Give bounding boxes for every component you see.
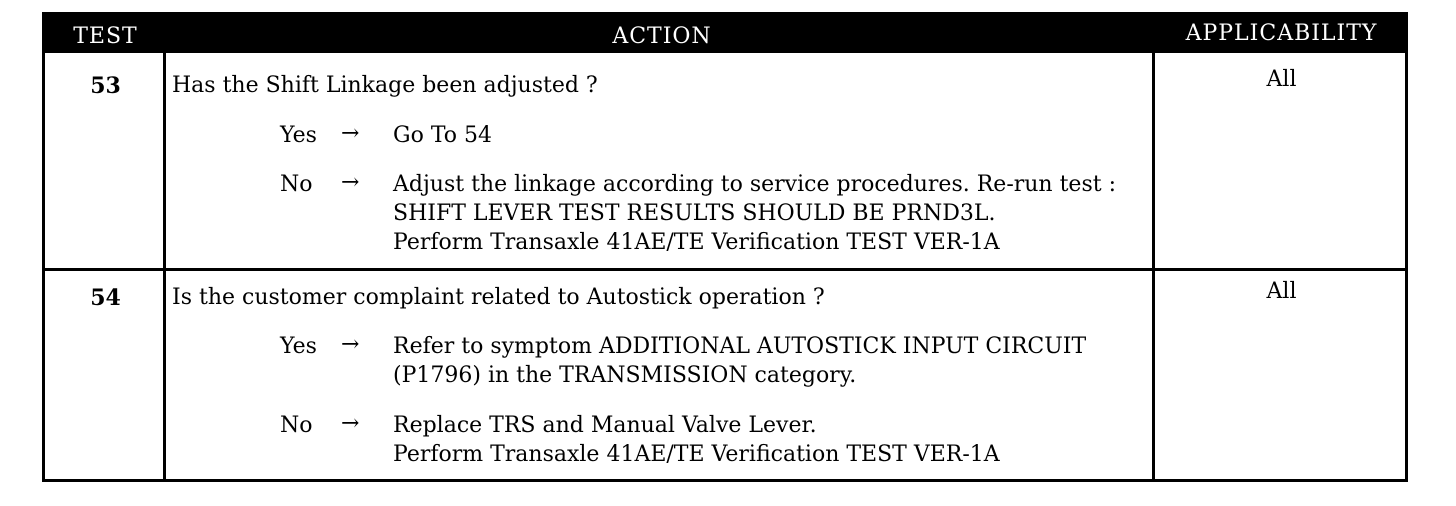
yes-branch — [280, 334, 317, 359]
header-test: TEST — [73, 24, 138, 49]
no-action-line: Perform Transaxle 41AE/TE Verification TEST VER-1A — [393, 442, 1000, 467]
arrow-right-icon: → — [341, 411, 360, 436]
yes-label: Yes — [280, 334, 317, 359]
yes-label: Yes — [280, 123, 317, 148]
no-label: No — [280, 413, 313, 438]
table-header — [45, 15, 1405, 53]
table-row — [45, 271, 1405, 479]
no-branch — [280, 413, 313, 438]
no-action-line: SHIFT LEVER TEST RESULTS SHOULD BE PRND3L. — [393, 201, 996, 226]
test-number: 54 — [90, 285, 121, 311]
applicability-value: All — [1266, 67, 1297, 92]
header-action: ACTION — [612, 24, 712, 49]
yes-action-line: Go To 54 — [393, 123, 493, 148]
applicability-value: All — [1266, 279, 1297, 304]
header-applicability: APPLICABILITY — [1185, 21, 1378, 46]
yes-action-line: Refer to symptom ADDITIONAL AUTOSTICK INPUT CIRCUIT — [393, 334, 1087, 359]
no-branch — [280, 172, 313, 197]
diagnostic-table — [42, 12, 1408, 482]
no-label: No — [280, 172, 313, 197]
arrow-right-icon: → — [341, 332, 360, 357]
arrow-right-icon: → — [341, 170, 360, 195]
test-question: Has the Shift Linkage been adjusted ? — [172, 73, 598, 98]
no-action-line: Perform Transaxle 41AE/TE Verification TEST VER-1A — [393, 230, 1000, 255]
no-action-line: Adjust the linkage according to service procedures. Re-run test : — [393, 172, 1116, 197]
test-number: 53 — [90, 73, 121, 99]
arrow-right-icon: → — [341, 121, 360, 146]
yes-action-line: (P1796) in the TRANSMISSION category. — [393, 363, 857, 388]
no-action-line: Replace TRS and Manual Valve Lever. — [393, 413, 817, 438]
yes-branch — [280, 123, 317, 148]
table-row — [45, 53, 1405, 269]
test-question: Is the customer complaint related to Autostick operation ? — [172, 285, 825, 310]
